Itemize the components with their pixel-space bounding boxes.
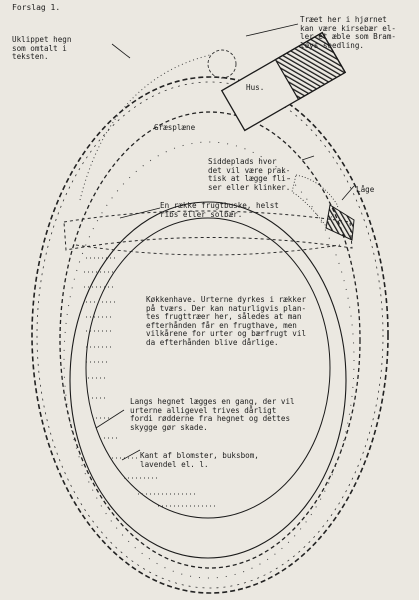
label-flower-border: Kant af blomster, buksbom, lavendel el. l. (140, 451, 259, 469)
label-unclipped-hedge: Uklippet hegn som omtalt i teksten. (12, 35, 72, 62)
gate-structure (326, 205, 354, 240)
label-kitchen-garden: Køkkenhave. Urterne dyrkes i rækker på tværs. Der kan naturligvis plan- tes frugttræer her, således at man efterhånden får en frugthave, men vilkårene for urter og bærfrugt vil da efterhånden blive dårlige. (146, 295, 307, 347)
fruit-bush-row-lower-edge (76, 245, 340, 255)
corner-tree (208, 50, 236, 78)
label-seating: Siddeplads hvor det vil være prak- tisk at lægge fli- ser eller klinker. (208, 157, 291, 192)
label-fruit-bushes: En række frugtbuske, helst ribs eller solbær. (160, 201, 279, 219)
label-lawn: Græsplæne (154, 123, 196, 132)
kitchen-garden-outline (86, 218, 330, 518)
label-gate: Låge (356, 185, 375, 194)
label-corner-tree: Træet her i hjørnet kan være kirsebær el- ler et æble som Bram- leys seedling. (300, 15, 397, 50)
page-title: Forslag 1. (12, 3, 61, 12)
label-hedge-path: Langs hegnet lægges en gang, der vil urterne alligevel trives dårligt fordi rødderne fra hegnet og dettes skygge gør skade. (130, 397, 295, 432)
label-house: Hus. (246, 83, 265, 92)
